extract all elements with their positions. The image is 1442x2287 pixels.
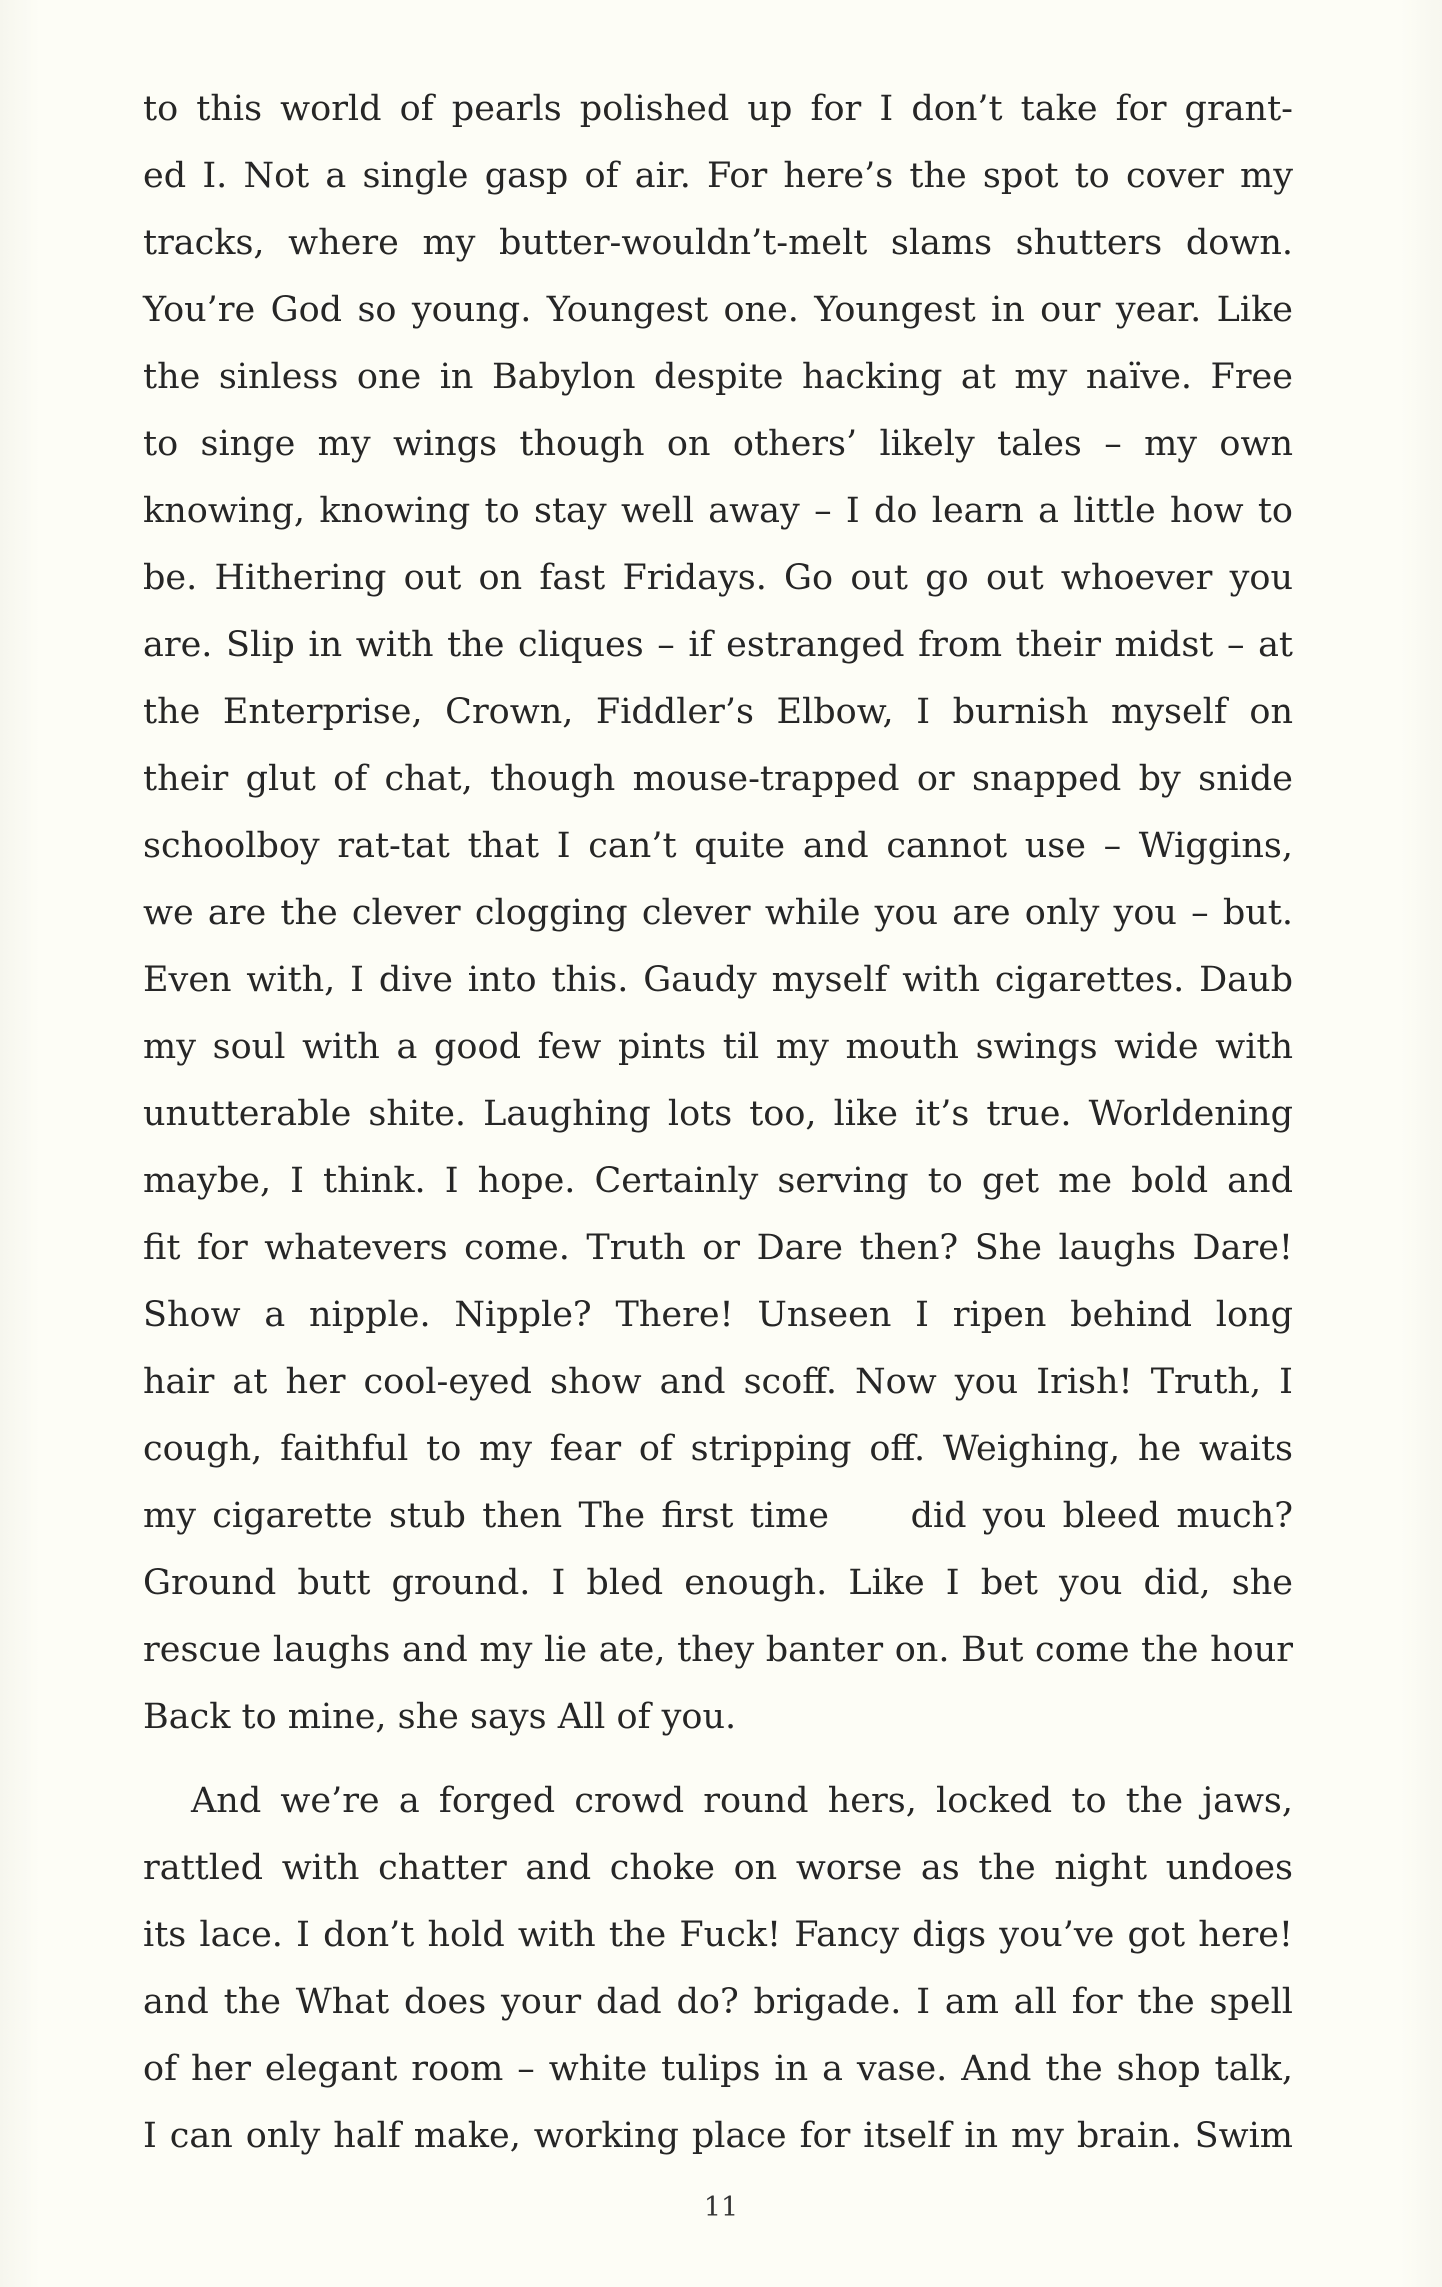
body-text — [143, 76, 1293, 2170]
text-line: unutterable shite. Laughing lots too, like it’s true. Worldening — [143, 1094, 1293, 1134]
text-line: its lace. I don’t hold with the Fuck! Fancy digs you’ve got here! — [143, 1915, 1293, 1955]
text-line: hair at her cool-eyed show and scoff. Now you Irish! Truth, I — [143, 1362, 1293, 1402]
text-line: I can only half make, working place for itself in my brain. Swim — [143, 2116, 1293, 2156]
text-line: are. Slip in with the cliques – if estranged from their midst – at — [143, 625, 1293, 665]
text-line: ed I. Not a single gasp of air. For here’s the spot to cover my — [143, 156, 1293, 196]
text-line: and the What does your dad do? brigade. I am all for the spell — [143, 1982, 1293, 2022]
text-line: fit for whatevers come. Truth or Dare then? She laughs Dare! — [143, 1228, 1293, 1268]
text-line: tracks, where my butter-wouldn’t-melt slams shutters down. — [143, 223, 1293, 263]
text-line: the Enterprise, Crown, Fiddler’s Elbow, I burnish myself on — [143, 692, 1293, 732]
text-line: You’re God so young. Youngest one. Youngest in our year. Like — [143, 290, 1293, 330]
text-line: rescue laughs and my lie ate, they banter on. But come the hour — [143, 1630, 1293, 1670]
text-line: of her elegant room – white tulips in a vase. And the shop talk, — [143, 2049, 1293, 2089]
text-line: Show a nipple. Nipple? There! Unseen I ripen behind long — [143, 1295, 1293, 1335]
text-line: Back to mine, she says All of you. — [143, 1697, 737, 1737]
text-line: my cigarette stub then The first time did you bleed much? — [143, 1496, 1293, 1536]
text-line: to singe my wings though on others’ likely tales – my own — [143, 424, 1293, 464]
text-line: the sinless one in Babylon despite hacking at my naïve. Free — [143, 357, 1293, 397]
text-line: we are the clever clogging clever while you are only you – but. — [143, 893, 1293, 933]
text-line: maybe, I think. I hope. Certainly serving to get me bold and — [143, 1161, 1293, 1201]
paragraph-gap — [143, 1751, 1293, 1768]
page-number: 11 — [703, 2192, 739, 2223]
text-line: schoolboy rat-tat that I can’t quite and cannot use – Wiggins, — [143, 826, 1293, 866]
text-line: to this world of pearls polished up for I don’t take for grant- — [143, 89, 1293, 129]
text-line: knowing, knowing to stay well away – I do learn a little how to — [143, 491, 1293, 531]
text-line: be. Hithering out on fast Fridays. Go out go out whoever you — [143, 558, 1293, 598]
text-line: Ground butt ground. I bled enough. Like I bet you did, she — [143, 1563, 1293, 1603]
text-line: And we’re a forged crowd round hers, locked to the jaws, — [191, 1781, 1293, 1821]
text-line: Even with, I dive into this. Gaudy myself with cigarettes. Daub — [143, 960, 1293, 1000]
text-line: my soul with a good few pints til my mouth swings wide with — [143, 1027, 1293, 1067]
text-line: rattled with chatter and choke on worse as the night undoes — [143, 1848, 1293, 1888]
text-line: cough, faithful to my fear of stripping off. Weighing, he waits — [143, 1429, 1293, 1469]
text-line: their glut of chat, though mouse-trapped or snapped by snide — [143, 759, 1293, 799]
